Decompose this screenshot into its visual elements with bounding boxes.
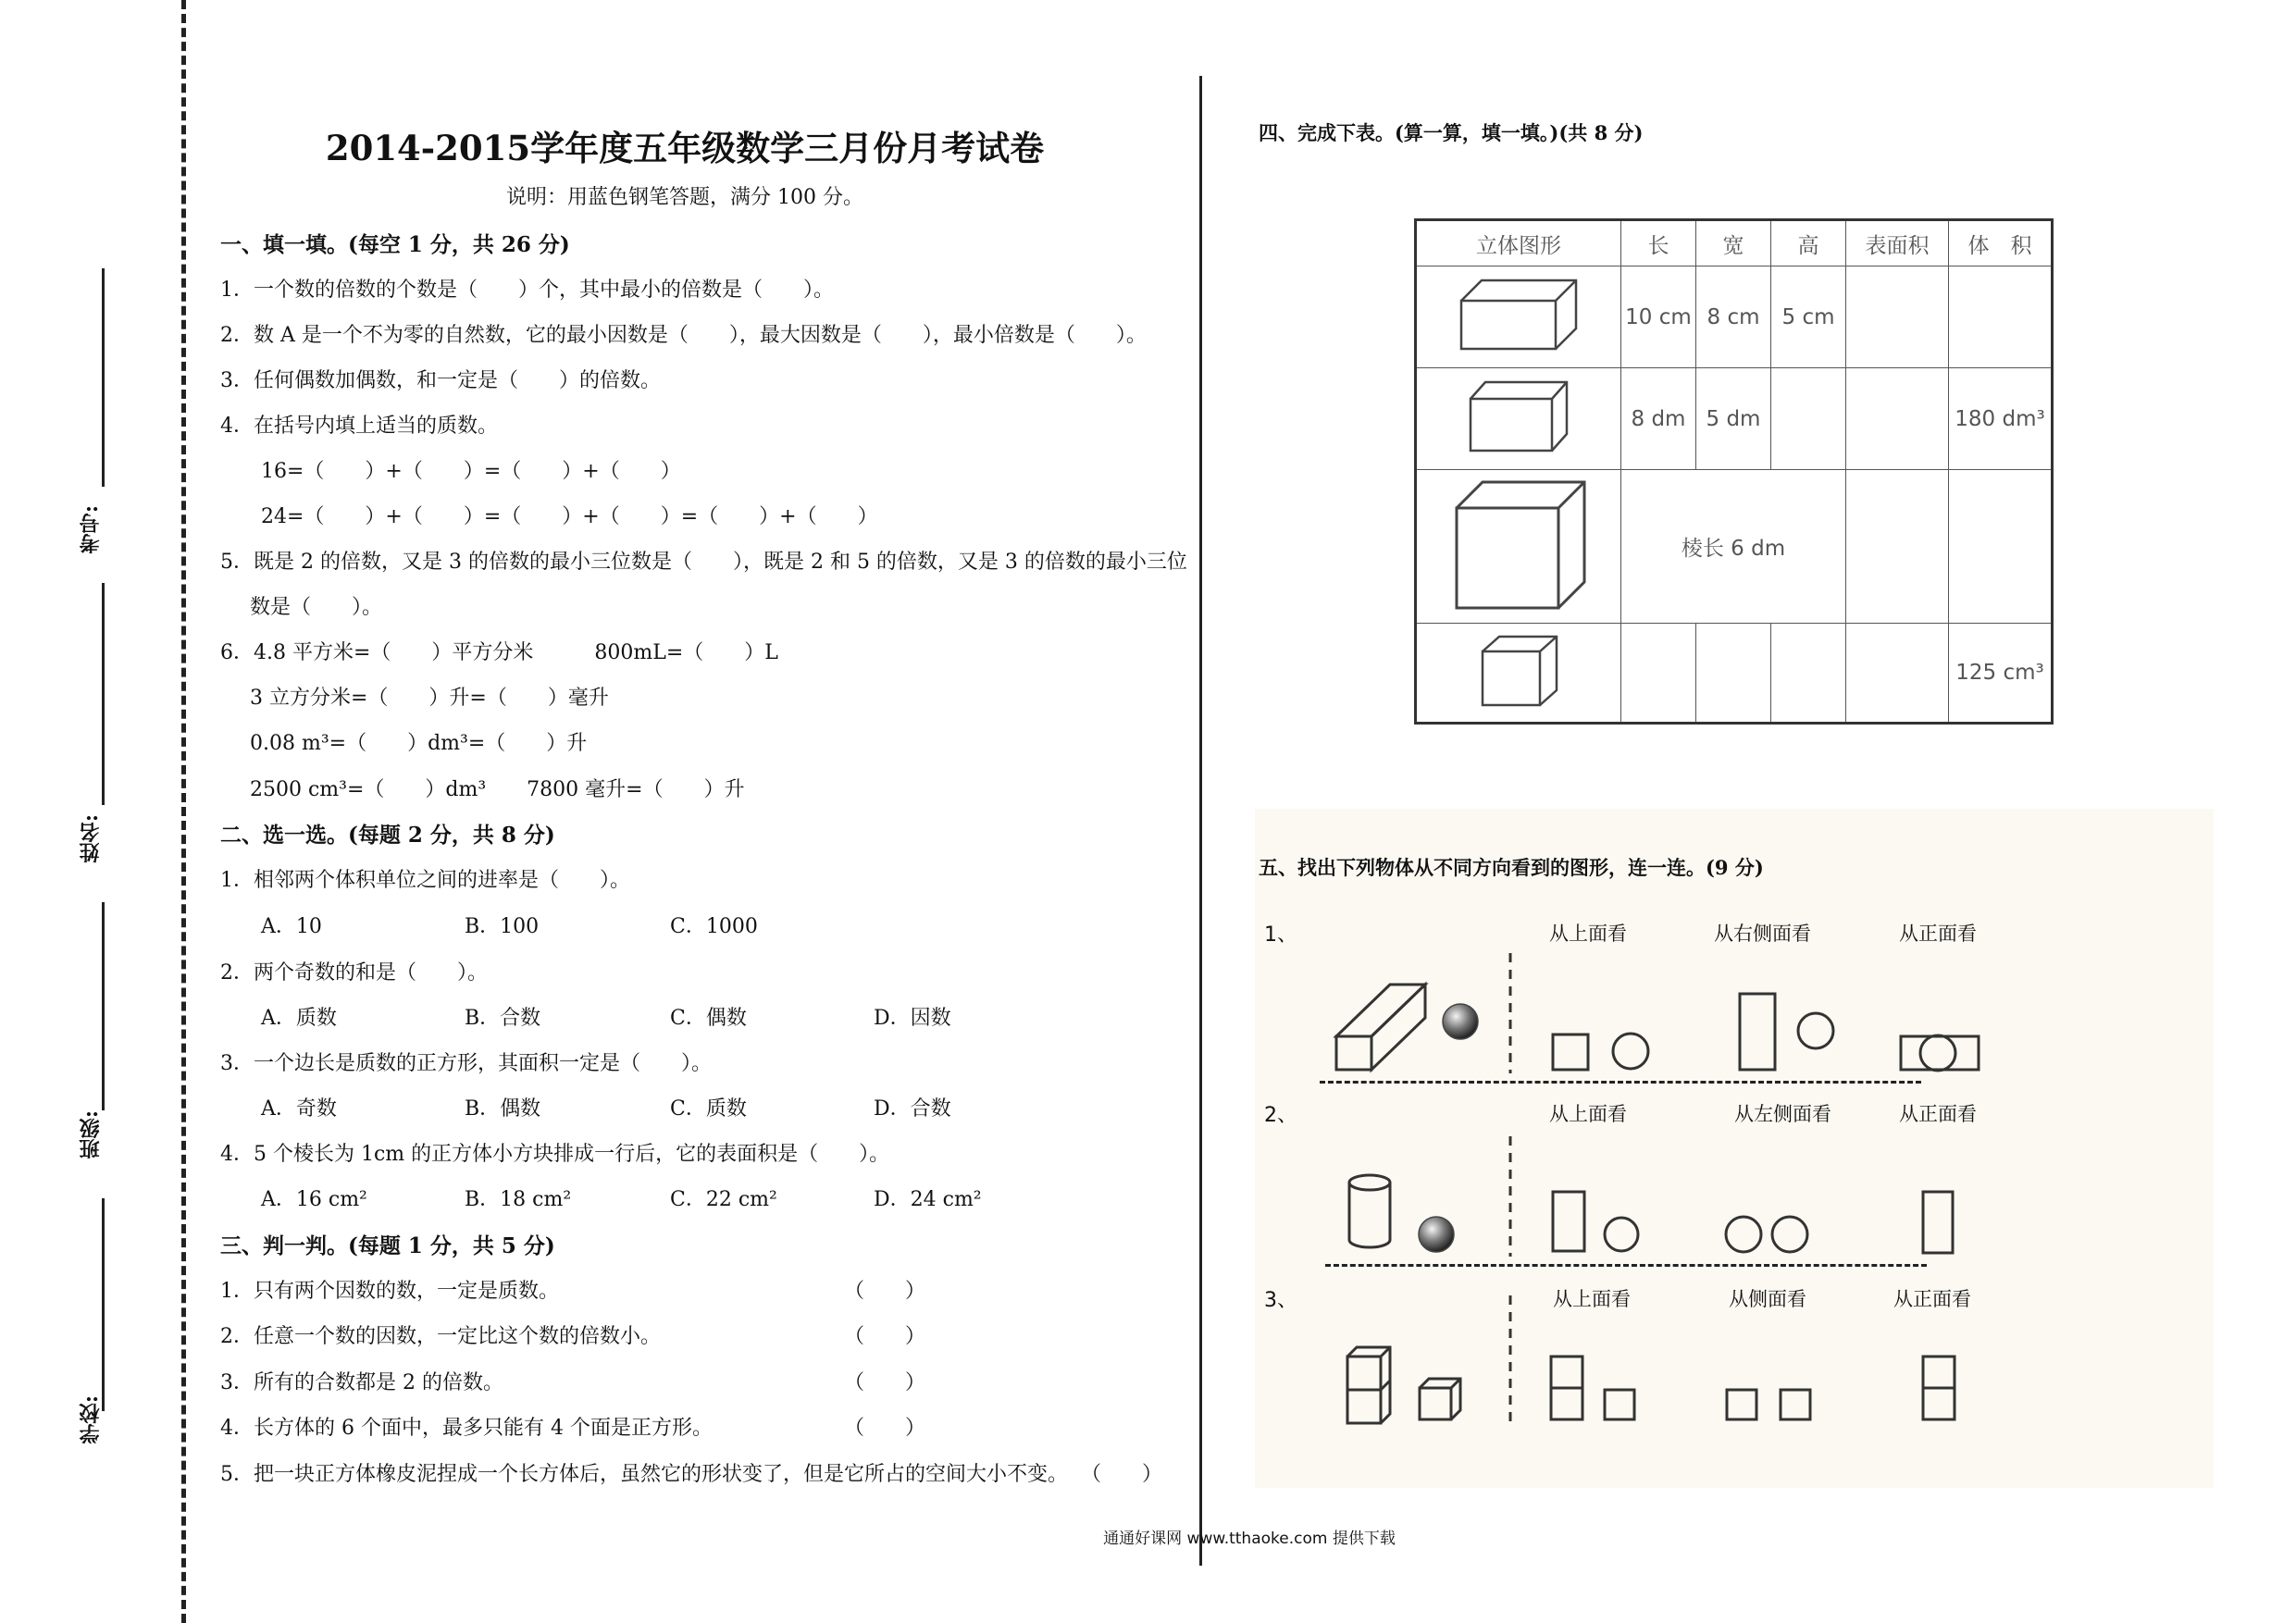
square-view-icon [1727, 1390, 1756, 1419]
sphere-icon [1419, 1217, 1454, 1252]
s3-item: 5．把一块正方体橡皮泥捏成一个长方体后，虽然它的形状变了，但是它所占的空间大小不变。 [220, 1463, 1069, 1486]
s2-option: D．24 cm² [874, 1188, 982, 1211]
stacked-cubes-icon [1347, 1347, 1390, 1423]
square-view-icon [1605, 1390, 1634, 1419]
s1-line: 24=（ ）+（ ）=（ ）+（ ）=（ ）+（ ） [261, 505, 878, 528]
s2-option: D．合数 [874, 1097, 951, 1121]
square-view-icon [1551, 1357, 1582, 1388]
name-label: 姓名: [79, 814, 103, 863]
page-subtitle: 说明：用蓝色钢笔答题，满分 100 分。 [506, 186, 863, 209]
s1-line: 4．在括号内填上适当的质数。 [220, 415, 498, 438]
view-label: 从正面看 [1899, 1103, 1977, 1125]
school-label: 学校: [79, 1395, 103, 1444]
s3-answer-box[interactable]: （ ） [1081, 1463, 1163, 1486]
s1-line: 0.08 m³=（ ）dm³=（ ）升 [250, 732, 588, 755]
section5-heading: 五、找出下列物体从不同方向看到的图形，连一连。(9 分) [1259, 856, 1764, 879]
s1-line: 16=（ ）+（ ）=（ ）+（ ） [261, 460, 681, 483]
view-label: 从正面看 [1893, 1288, 1971, 1310]
square-view-icon [1553, 1035, 1588, 1070]
s2-option: B．偶数 [465, 1097, 541, 1121]
s2-option: C．22 cm² [670, 1188, 777, 1211]
group-number: 2、 [1264, 1104, 1297, 1127]
header-cell: 立体图形 [1416, 220, 1621, 266]
s3-answer-box[interactable]: （ ） [844, 1325, 926, 1348]
page-title: 2014-2015学年度五年级数学三月份月考试卷 [325, 128, 1045, 168]
view-label: 从上面看 [1549, 923, 1627, 945]
s2-question: 1．相邻两个体积单位之间的进率是（ ）。 [220, 869, 630, 892]
section2-heading: 二、选一选。(每题 2 分，共 8 分) [220, 823, 555, 848]
view-label: 从正面看 [1899, 923, 1977, 945]
table-cell: 10 cm [1621, 266, 1696, 368]
section4-heading: 四、完成下表。(算一算，填一填。)(共 8 分) [1259, 121, 1644, 144]
s2-question: 4．5 个棱长为 1cm 的正方体小方块排成一行后，它的表面积是（ ）。 [220, 1143, 890, 1166]
s2-option: A．奇数 [261, 1097, 337, 1121]
s3-item: 2．任意一个数的因数，一定比这个数的倍数小。 [220, 1325, 661, 1348]
table-cell: 180 dm³ [1949, 368, 2053, 470]
table-cell: 125 cm³ [1949, 624, 2053, 724]
circle-view-icon [1726, 1217, 1761, 1252]
section1-heading: 一、填一填。(每空 1 分，共 26 分) [220, 232, 570, 257]
circle-view-icon [1613, 1034, 1648, 1069]
view-label: 从上面看 [1553, 1288, 1631, 1310]
class-label: 班级: [79, 1110, 103, 1159]
section3-heading: 三、判一判。(每题 1 分，共 5 分) [220, 1233, 555, 1258]
s2-option: C．偶数 [670, 1007, 747, 1030]
exam-number-label: 考号: [79, 505, 103, 554]
tall-rect-view-icon [1553, 1192, 1584, 1251]
s2-option: A．16 cm² [261, 1188, 367, 1211]
circle-view-icon [1605, 1218, 1638, 1251]
table-cell: 8 cm [1696, 266, 1771, 368]
tall-rect-view-icon [1740, 994, 1775, 1070]
s1-line: 3．任何偶数加偶数，和一定是（ ）的倍数。 [220, 369, 661, 392]
s2-question: 2．两个奇数的和是（ ）。 [220, 961, 488, 985]
s2-option: D．因数 [874, 1007, 951, 1030]
s3-answer-box[interactable]: （ ） [844, 1371, 926, 1394]
view-label: 从左侧面看 [1734, 1103, 1831, 1125]
single-cube-icon [1420, 1379, 1460, 1419]
s2-option: B．合数 [465, 1007, 541, 1030]
table-cell: 棱长 6 dm [1621, 470, 1846, 624]
header-cell: 高 [1771, 220, 1846, 266]
square-view-icon [1781, 1390, 1810, 1419]
view-label: 从上面看 [1549, 1103, 1627, 1125]
s2-option: B．100 [465, 915, 540, 938]
s3-item: 3．所有的合数都是 2 的倍数。 [220, 1371, 503, 1394]
table-cell: 5 cm [1771, 266, 1846, 368]
s2-question: 3．一个边长是质数的正方形，其面积一定是（ ）。 [220, 1052, 712, 1075]
square-view-icon [1923, 1357, 1955, 1388]
s3-item: 1．只有两个因数的数，一定是质数。 [220, 1280, 559, 1303]
s1-line: 数是（ ）。 [250, 596, 383, 619]
s1-line: 2．数 A 是一个不为零的自然数，它的最小因数是（ ），最大因数是（ ），最小倍数是（ ）。 [220, 324, 1147, 347]
square-view-icon [1551, 1388, 1582, 1419]
circle-view-icon [1798, 1013, 1833, 1048]
view-label: 从侧面看 [1729, 1288, 1806, 1310]
header-cell: 表面积 [1846, 220, 1949, 266]
group-number: 3、 [1264, 1289, 1297, 1312]
square-view-icon [1923, 1388, 1955, 1419]
s3-answer-box[interactable]: （ ） [844, 1280, 926, 1303]
header-cell: 长 [1621, 220, 1696, 266]
wide-rect-view-icon [1901, 1036, 1979, 1070]
header-cell: 宽 [1696, 220, 1771, 266]
s2-option: C．质数 [670, 1097, 747, 1121]
s2-option: B．18 cm² [465, 1188, 572, 1211]
table-cell: 5 dm [1696, 368, 1771, 470]
s2-option: C．1000 [670, 915, 758, 938]
sphere-icon [1443, 1004, 1478, 1039]
s3-item: 4．长方体的 6 个面中，最多只能有 4 个面是正方形。 [220, 1417, 713, 1440]
tall-rect-view-icon [1923, 1192, 1953, 1253]
table-cell: 8 dm [1621, 368, 1696, 470]
s1-line: 6．4.8 平方米=（ ）平方分米 800mL=（ ）L [220, 641, 778, 664]
group-number: 1、 [1264, 923, 1297, 947]
s2-option: A．10 [261, 915, 322, 938]
s1-line: 3 立方分米=（ ）升=（ ）毫升 [250, 687, 609, 710]
s1-line: 1．一个数的倍数的个数是（ ）个，其中最小的倍数是（ ）。 [220, 279, 834, 302]
header-cell: 体 积 [1949, 220, 2053, 266]
s3-answer-box[interactable]: （ ） [844, 1417, 926, 1440]
circle-view-icon [1772, 1217, 1807, 1252]
s2-option: A．质数 [261, 1007, 337, 1030]
circle-view-icon [1920, 1035, 1955, 1071]
s1-line: 5．既是 2 的倍数，又是 3 的倍数的最小三位数是（ ），既是 2 和 5 的倍数，又是 3 的倍数的最小三位 [220, 551, 1187, 574]
view-label: 从右侧面看 [1714, 923, 1811, 945]
s1-line: 2500 cm³=（ ）dm³ 7800 毫升=（ ）升 [250, 778, 745, 801]
footer-source: 通通好课网 www.tthaoke.com 提供下载 [1103, 1530, 1396, 1548]
cylinder-icon [1349, 1175, 1390, 1247]
prism-icon [1336, 985, 1425, 1070]
